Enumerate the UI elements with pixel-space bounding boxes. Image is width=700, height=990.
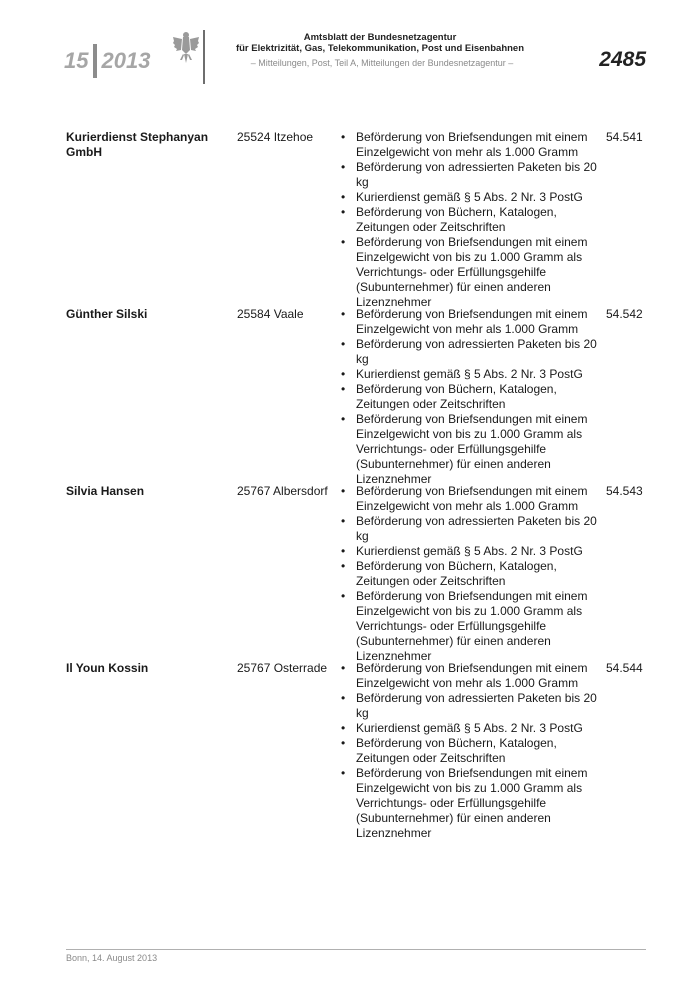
bullet-icon: • (341, 130, 346, 144)
bullet-icon: • (341, 190, 346, 204)
service-item (338, 721, 606, 736)
service-item (338, 661, 606, 691)
service-item (338, 544, 606, 559)
bullet-icon: • (341, 160, 346, 174)
service-text: Beförderung von Briefsendungen mit einem Einzelgewicht von mehr als 1.000 Gramm (356, 307, 588, 336)
licensee-location: 25767 Osterrade (237, 661, 328, 675)
bullet-icon: • (341, 235, 346, 249)
bullet-icon: • (341, 691, 346, 705)
service-item (338, 307, 606, 337)
service-list (338, 130, 606, 310)
licensee-location: 25584 Vaale (237, 307, 304, 321)
licensee-name: Silvia Hansen (66, 484, 145, 498)
bullet-icon: • (341, 589, 346, 603)
federal-eagle-icon (172, 30, 200, 66)
service-item (338, 484, 606, 514)
service-list (338, 661, 606, 841)
page-number: 2485 (599, 48, 646, 71)
service-item (338, 130, 606, 160)
service-text: Beförderung von Briefsendungen mit einem Einzelgewicht von mehr als 1.000 Gramm (356, 130, 588, 159)
bullet-icon: • (341, 559, 346, 573)
service-text: Beförderung von adressierten Paketen bis 20 kg (356, 160, 597, 189)
bullet-icon: • (341, 484, 346, 498)
service-text: Beförderung von Büchern, Katalogen, Zeitungen oder Zeitschriften (356, 559, 557, 588)
issue-divider (93, 44, 97, 78)
service-text: Beförderung von Briefsendungen mit einem Einzelgewicht von bis zu 1.000 Gramm als Verrichtungs- oder Erfüllungsgehilfe (Subunternehmer) für einen anderen Lizenznehmer (356, 235, 588, 309)
license-number: 54.543 (606, 484, 643, 498)
service-text: Beförderung von adressierten Paketen bis 20 kg (356, 337, 597, 366)
service-text: Beförderung von Büchern, Katalogen, Zeitungen oder Zeitschriften (356, 205, 557, 234)
bullet-icon: • (341, 544, 346, 558)
service-text: Beförderung von adressierten Paketen bis 20 kg (356, 691, 597, 720)
footer-place-date: Bonn, 14. August 2013 (66, 953, 158, 963)
service-item (338, 205, 606, 235)
service-text: Beförderung von Briefsendungen mit einem Einzelgewicht von bis zu 1.000 Gramm als Verrichtungs- oder Erfüllungsgehilfe (Subunternehmer) für einen anderen Lizenznehmer (356, 412, 588, 486)
bullet-icon: • (341, 721, 346, 735)
service-text: Beförderung von Briefsendungen mit einem Einzelgewicht von bis zu 1.000 Gramm als Verrichtungs- oder Erfüllungsgehilfe (Subunternehmer) für einen anderen Lizenznehmer (356, 589, 588, 663)
service-item (338, 559, 606, 589)
service-text: Kurierdienst gemäß § 5 Abs. 2 Nr. 3 PostG (356, 721, 583, 735)
service-text: Beförderung von Briefsendungen mit einem Einzelgewicht von bis zu 1.000 Gramm als Verrichtungs- oder Erfüllungsgehilfe (Subunternehmer) für einen anderen Lizenznehmer (356, 766, 588, 840)
service-text: Kurierdienst gemäß § 5 Abs. 2 Nr. 3 PostG (356, 190, 583, 204)
service-text: Kurierdienst gemäß § 5 Abs. 2 Nr. 3 PostG (356, 367, 583, 381)
service-item (338, 235, 606, 310)
issue-year: 2013 (101, 48, 151, 73)
service-item (338, 691, 606, 721)
gazette-subtitle: – Mitteilungen, Post, Teil A, Mitteilungen der Bundesnetzagentur – (250, 58, 514, 68)
license-number: 54.541 (606, 130, 643, 144)
licensee-location: 25524 Itzehoe (237, 130, 314, 144)
licensee-name: Kurierdienst Stephanyan GmbH (66, 130, 209, 159)
service-text: Beförderung von Büchern, Katalogen, Zeitungen oder Zeitschriften (356, 382, 557, 411)
service-item (338, 190, 606, 205)
license-number: 54.544 (606, 661, 643, 675)
issue-number: 15 (64, 48, 89, 73)
service-text: Beförderung von Briefsendungen mit einem Einzelgewicht von mehr als 1.000 Gramm (356, 484, 588, 513)
bullet-icon: • (341, 766, 346, 780)
licensee-name: Il Youn Kossin (66, 661, 149, 675)
service-item (338, 766, 606, 841)
bullet-icon: • (341, 661, 346, 675)
bullet-icon: • (341, 412, 346, 426)
service-item (338, 367, 606, 382)
service-list (338, 484, 606, 664)
bullet-icon: • (341, 514, 346, 528)
service-item (338, 412, 606, 487)
service-item (338, 160, 606, 190)
service-item (338, 514, 606, 544)
bullet-icon: • (341, 367, 346, 381)
gazette-title-line2: für Elektrizität, Gas, Telekommunikation, Post und Eisenbahnen (235, 43, 525, 54)
licensee-location: 25767 Albersdorf (237, 484, 328, 498)
service-item (338, 382, 606, 412)
service-text: Beförderung von Büchern, Katalogen, Zeitungen oder Zeitschriften (356, 736, 557, 765)
licensee-name: Günther Silski (66, 307, 148, 321)
gazette-title-line1: Amtsblatt der Bundesnetzagentur (303, 32, 457, 43)
license-number: 54.542 (606, 307, 643, 321)
bullet-icon: • (341, 337, 346, 351)
bullet-icon: • (341, 736, 346, 750)
bullet-icon: • (341, 307, 346, 321)
service-text: Beförderung von adressierten Paketen bis 20 kg (356, 514, 597, 543)
service-item (338, 736, 606, 766)
bullet-icon: • (341, 382, 346, 396)
header-divider (203, 30, 205, 84)
issue-label (64, 44, 150, 78)
service-list (338, 307, 606, 487)
service-text: Beförderung von Briefsendungen mit einem Einzelgewicht von mehr als 1.000 Gramm (356, 661, 588, 690)
gazette-title (235, 32, 525, 54)
footer-divider (66, 949, 646, 950)
service-item (338, 589, 606, 664)
service-item (338, 337, 606, 367)
service-text: Kurierdienst gemäß § 5 Abs. 2 Nr. 3 PostG (356, 544, 583, 558)
bullet-icon: • (341, 205, 346, 219)
